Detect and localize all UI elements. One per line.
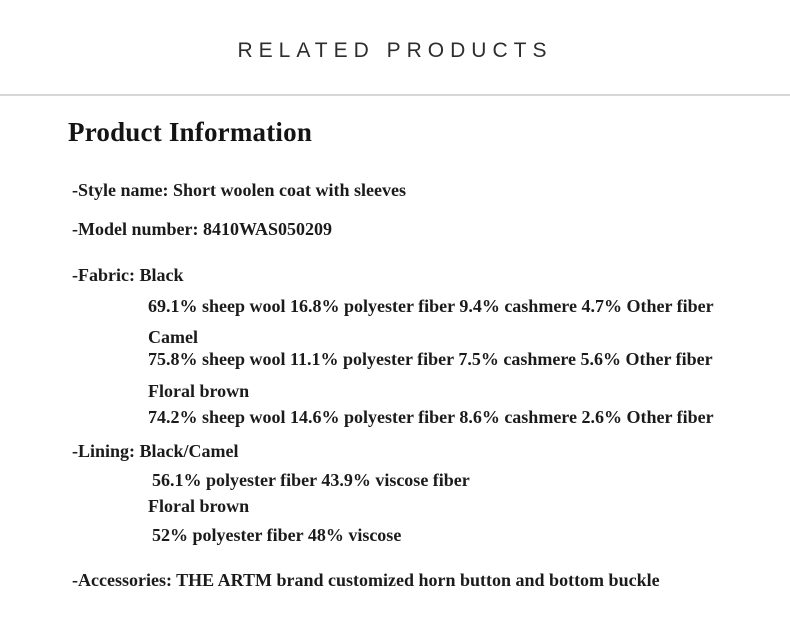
fabric-camel-label-line: Camel [148, 327, 198, 347]
related-products-header [0, 0, 790, 94]
model-number-line: -Model number: 8410WAS050209 [72, 219, 332, 239]
lining-floral-brown-label-line: Floral brown [148, 496, 250, 516]
page-title: Product Information [68, 117, 313, 147]
fabric-camel-composition-line: 75.8% sheep wool 11.1% polyester fiber 7.5% cashmere 5.6% Other fiber [148, 349, 713, 369]
fabric-label-line: -Fabric: Black [72, 265, 184, 285]
style-name-line: -Style name: Short woolen coat with sleeves [72, 180, 406, 200]
header-divider [0, 94, 790, 96]
product-information-section [0, 117, 790, 591]
fabric-floral-brown-label-line: Floral brown [148, 381, 250, 401]
lining-black-camel-composition-line: 56.1% polyester fiber 43.9% viscose fiber [152, 470, 470, 490]
related-products-title: RELATED PRODUCTS [237, 39, 553, 62]
product-info-lines [68, 179, 774, 591]
accessories-line: -Accessories: THE ARTM brand customized horn button and bottom buckle [72, 570, 660, 590]
fabric-floral-brown-composition-line: 74.2% sheep wool 14.6% polyester fiber 8.6% cashmere 2.6% Other fiber [148, 407, 714, 427]
lining-floral-brown-composition-line: 52% polyester fiber 48% viscose [152, 525, 402, 545]
lining-label-line: -Lining: Black/Camel [72, 441, 239, 461]
fabric-black-composition-line: 69.1% sheep wool 16.8% polyester fiber 9.4% cashmere 4.7% Other fiber [148, 296, 714, 316]
